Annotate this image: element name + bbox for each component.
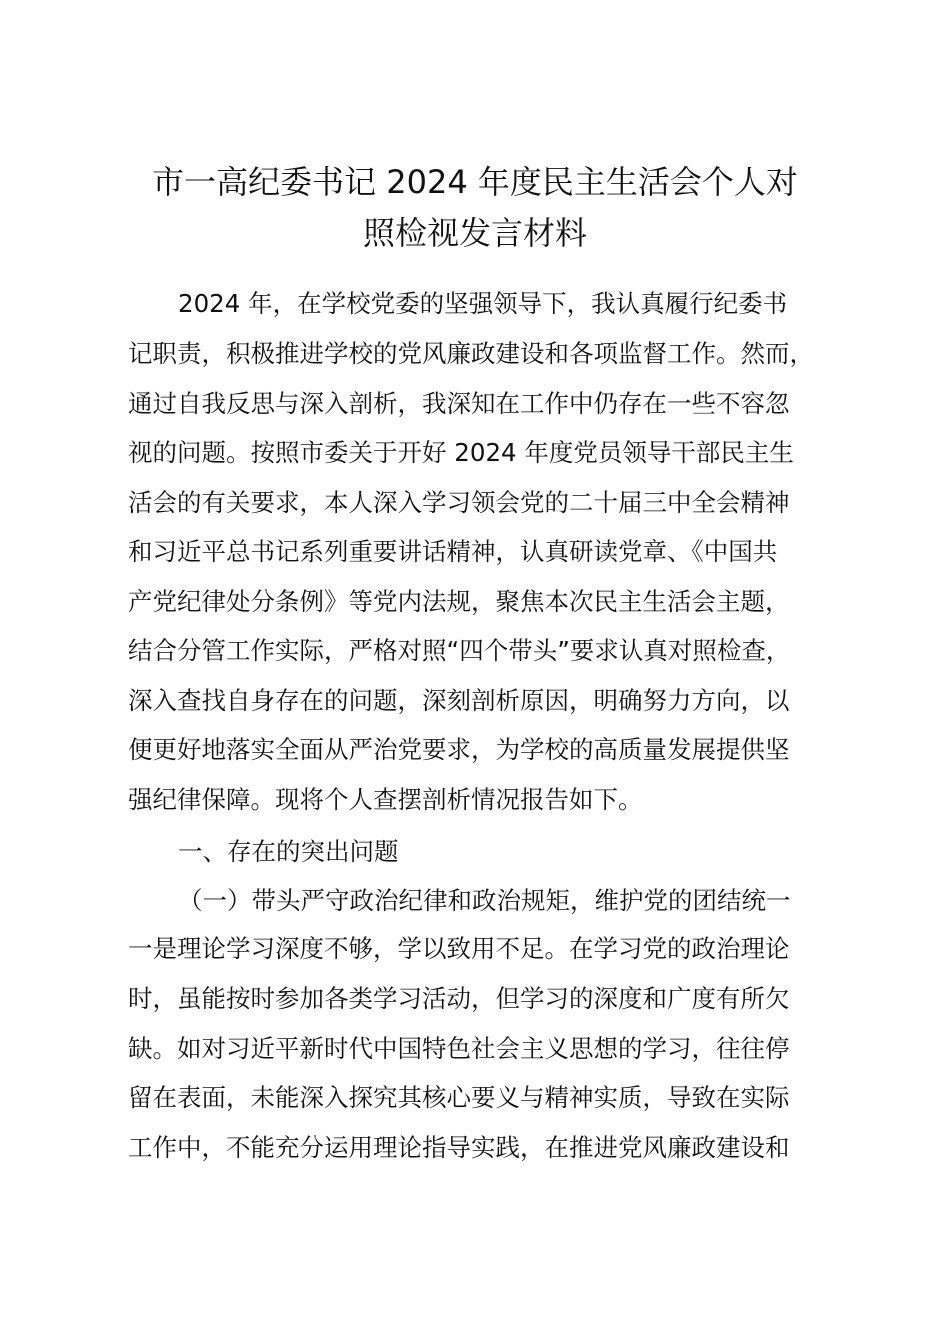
- paragraph-line: 强纪律保障。现将个人查摆剖析情况报告如下。: [128, 785, 643, 814]
- section-heading: 一、存在的突出问题: [178, 837, 399, 866]
- paragraph-line: 通过自我反思与深入剖析，我深知在工作中仍存在一些不容忽: [128, 389, 790, 418]
- paragraph-line: 时，虽能按时参加各类学习活动，但学习的深度和广度有所欠: [128, 984, 790, 1013]
- paragraph-line: 视的问题。按照市委关于开好 2024 年度党员领导干部民主生: [128, 438, 794, 467]
- paragraph-line: 一是理论学习深度不够，学以致用不足。在学习党的政治理论: [128, 934, 790, 963]
- document-title-line-1: 市一高纪委书记 2024 年度民主生活会个人对: [152, 163, 798, 201]
- paragraph-line: 记职责，积极推进学校的党风廉政建设和各项监督工作。然而，: [128, 339, 814, 368]
- paragraph-line: 2024 年，在学校党委的坚强领导下，我认真履行纪委书: [178, 289, 788, 318]
- paragraph-line: 工作中，不能充分运用理论指导实践，在推进党风廉政建设和: [128, 1133, 790, 1162]
- paragraph-line: 活会的有关要求，本人深入学习领会党的二十届三中全会精神: [128, 488, 790, 517]
- document-title-line-2: 照检视发言材料: [362, 214, 587, 252]
- subsection-heading: （一）带头严守政治纪律和政治规矩，维护党的团结统一: [178, 886, 791, 915]
- paragraph-line: 深入查找自身存在的问题，深刻剖析原因，明确努力方向，以: [128, 686, 790, 715]
- paragraph-line: 缺。如对习近平新时代中国特色社会主义思想的学习，往往停: [128, 1034, 790, 1063]
- paragraph-line: 产党纪律处分条例》等党内法规，聚焦本次民主生活会主题，: [128, 587, 790, 616]
- paragraph-line: 和习近平总书记系列重要讲话精神，认真研读党章、《中国共: [128, 537, 778, 566]
- paragraph-line: 结合分管工作实际，严格对照“四个带头”要求认真对照检查，: [128, 636, 791, 665]
- paragraph-line: 便更好地落实全面从严治党要求，为学校的高质量发展提供坚: [128, 735, 790, 764]
- paragraph-line: 留在表面，未能深入探究其核心要义与精神实质，导致在实际: [128, 1083, 790, 1112]
